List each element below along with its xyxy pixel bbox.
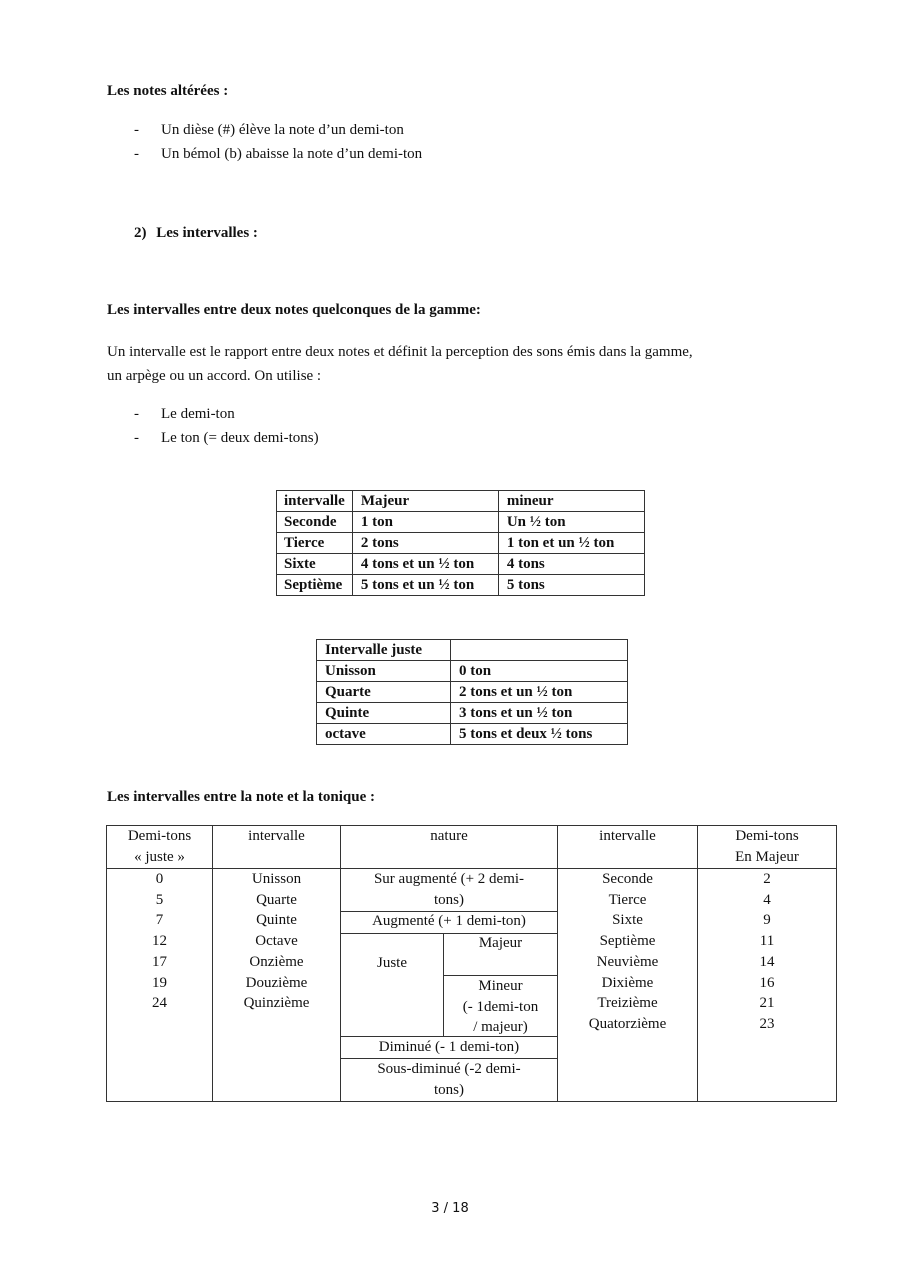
cell-value: 14: [759, 953, 775, 970]
list-item: - Le ton (= deux demi-tons): [107, 426, 807, 450]
cell-value: 7: [155, 912, 164, 929]
perfect-intervals-table: [316, 639, 628, 745]
table-row: [317, 703, 628, 724]
header-intervalle-2: intervalle: [558, 826, 698, 869]
table-row: [317, 682, 628, 703]
table-cell: [451, 640, 628, 661]
cell-value: Quarte: [256, 891, 297, 908]
cell-line: Sur augmenté (+ 2 demi-: [373, 871, 525, 887]
cell-value: Neuvième: [596, 953, 659, 970]
table-cell: Un ½ ton: [498, 512, 644, 533]
cell-line: tons): [434, 891, 464, 908]
table-cell: octave: [317, 724, 451, 745]
table-cell: Septième: [277, 575, 353, 596]
table-cell: mineur: [498, 491, 644, 512]
paragraph-line: Un intervalle est le rapport entre deux notes et définit la perception des sons émis dans la gamme,: [107, 344, 693, 360]
header-nature: nature: [341, 826, 558, 869]
nature-mineur: [444, 976, 557, 1037]
table-cell: Sixte: [277, 554, 353, 575]
cell-value: Quinzième: [243, 995, 310, 1012]
demitons-juste-column: [107, 869, 213, 1102]
cell-value: 21: [759, 995, 775, 1012]
nature-augmente: Augmenté (+ 1 demi-ton): [341, 911, 557, 934]
tonic-intervals-table: [106, 825, 837, 1102]
nature-juste: [341, 933, 444, 1037]
nature-diminue: Diminué (- 1 demi-ton): [341, 1037, 557, 1059]
cell-value: Tierce: [608, 891, 647, 908]
altered-notes-list: [107, 118, 807, 166]
cell-value: 9: [763, 912, 771, 929]
tonic-heading: Les intervalles entre la note et la tonique :: [107, 789, 376, 805]
section-title: Les intervalles :: [156, 225, 258, 241]
cell-value: 12: [152, 933, 167, 950]
table-cell: 0 ton: [451, 661, 628, 682]
cell-line: (- 1demi-ton: [462, 998, 539, 1015]
table-cell: Majeur: [352, 491, 498, 512]
units-list: [107, 402, 807, 450]
table-cell: Intervalle juste: [317, 640, 451, 661]
paragraph-line: un arpège ou un accord. On utilise :: [107, 368, 322, 384]
nature-column: [341, 869, 558, 1102]
cell-value: 23: [759, 1015, 775, 1032]
cell-value: 2: [763, 871, 771, 887]
cell-value: Octave: [255, 933, 298, 950]
cell-value: 4: [763, 891, 771, 908]
cell-value: Onzième: [249, 953, 304, 970]
table-cell: Quinte: [317, 703, 451, 724]
table-cell: 3 tons et un ½ ton: [451, 703, 628, 724]
table-cell: Seconde: [277, 512, 353, 533]
cell-line: tons): [434, 1081, 464, 1098]
cell-value: Treizième: [597, 995, 658, 1012]
table-cell: 2 tons: [352, 533, 498, 554]
header-line: « juste »: [134, 848, 185, 865]
cell-value: Sixte: [612, 912, 643, 929]
table-cell: 4 tons et un ½ ton: [352, 554, 498, 575]
section-number: 2): [134, 225, 147, 241]
list-item: - Un dièse (#) élève la note d’un demi-ton: [107, 118, 807, 142]
table-cell: 5 tons: [498, 575, 644, 596]
cell-line: Mineur: [478, 978, 523, 994]
table-row: [317, 724, 628, 745]
table-cell: 1 ton: [352, 512, 498, 533]
header-demitons-juste: [107, 826, 213, 869]
table-cell: Quarte: [317, 682, 451, 703]
cell-line: Juste: [377, 955, 407, 971]
table-cell: 5 tons et deux ½ tons: [451, 724, 628, 745]
list-item: - Le demi-ton: [107, 402, 807, 426]
header-line: Demi-tons: [735, 828, 799, 844]
cell-line: / majeur): [473, 1019, 528, 1036]
table-row: [277, 533, 645, 554]
cell-value: 5: [155, 891, 164, 908]
cell-value: 24: [152, 995, 167, 1012]
list-item: - Un bémol (b) abaisse la note d’un demi-ton: [107, 142, 807, 166]
table-cell: intervalle: [277, 491, 353, 512]
cell-value: Unisson: [251, 871, 302, 887]
cell-value: Seconde: [602, 871, 653, 887]
cell-value: Dixième: [601, 974, 654, 991]
cell-value: Quinte: [256, 912, 297, 929]
intervalles-juste-column: [213, 869, 341, 1102]
page-number: 3 / 18: [431, 1201, 469, 1216]
cell-value: Douzième: [245, 974, 308, 991]
table-header-row: [317, 640, 628, 661]
cell-value: 19: [152, 974, 167, 991]
header-line: Demi-tons: [127, 828, 192, 844]
header-intervalle: intervalle: [213, 826, 341, 869]
header-line: En Majeur: [735, 848, 799, 865]
table-cell: 1 ton et un ½ ton: [498, 533, 644, 554]
altered-notes-heading: Les notes altérées :: [107, 83, 229, 99]
cell-line: Sous-diminué (-2 demi-: [377, 1061, 521, 1077]
header-demitons-majeur: [698, 826, 837, 869]
cell-value: 11: [759, 933, 775, 950]
table-cell: Unisson: [317, 661, 451, 682]
demitons-majeur-column: [698, 869, 837, 1102]
cell-value: 17: [152, 953, 167, 970]
section-heading: [134, 225, 258, 242]
table-cell: 2 tons et un ½ ton: [451, 682, 628, 703]
cell-value: Quatorzième: [588, 1015, 667, 1032]
intervals-heading: Les intervalles entre deux notes quelconques de la gamme:: [107, 302, 481, 318]
cell-value: 0: [155, 871, 164, 887]
cell-value: 16: [759, 974, 775, 991]
table-cell: 4 tons: [498, 554, 644, 575]
table-row: [107, 869, 837, 1102]
table-cell: 5 tons et un ½ ton: [352, 575, 498, 596]
cell-value: Septième: [599, 933, 656, 950]
table-row: [317, 661, 628, 682]
table-header-row: [277, 491, 645, 512]
nature-majeur: Majeur: [444, 933, 557, 976]
major-minor-table: [276, 490, 645, 596]
nature-sur-augmente: [341, 869, 557, 912]
table-row: [277, 575, 645, 596]
nature-sous-diminue: [341, 1059, 557, 1101]
intervals-paragraph: [107, 340, 837, 388]
table-row: [277, 512, 645, 533]
table-row: [277, 554, 645, 575]
intervalles-majeur-column: [558, 869, 698, 1102]
table-header-row: [107, 826, 837, 869]
table-cell: Tierce: [277, 533, 353, 554]
